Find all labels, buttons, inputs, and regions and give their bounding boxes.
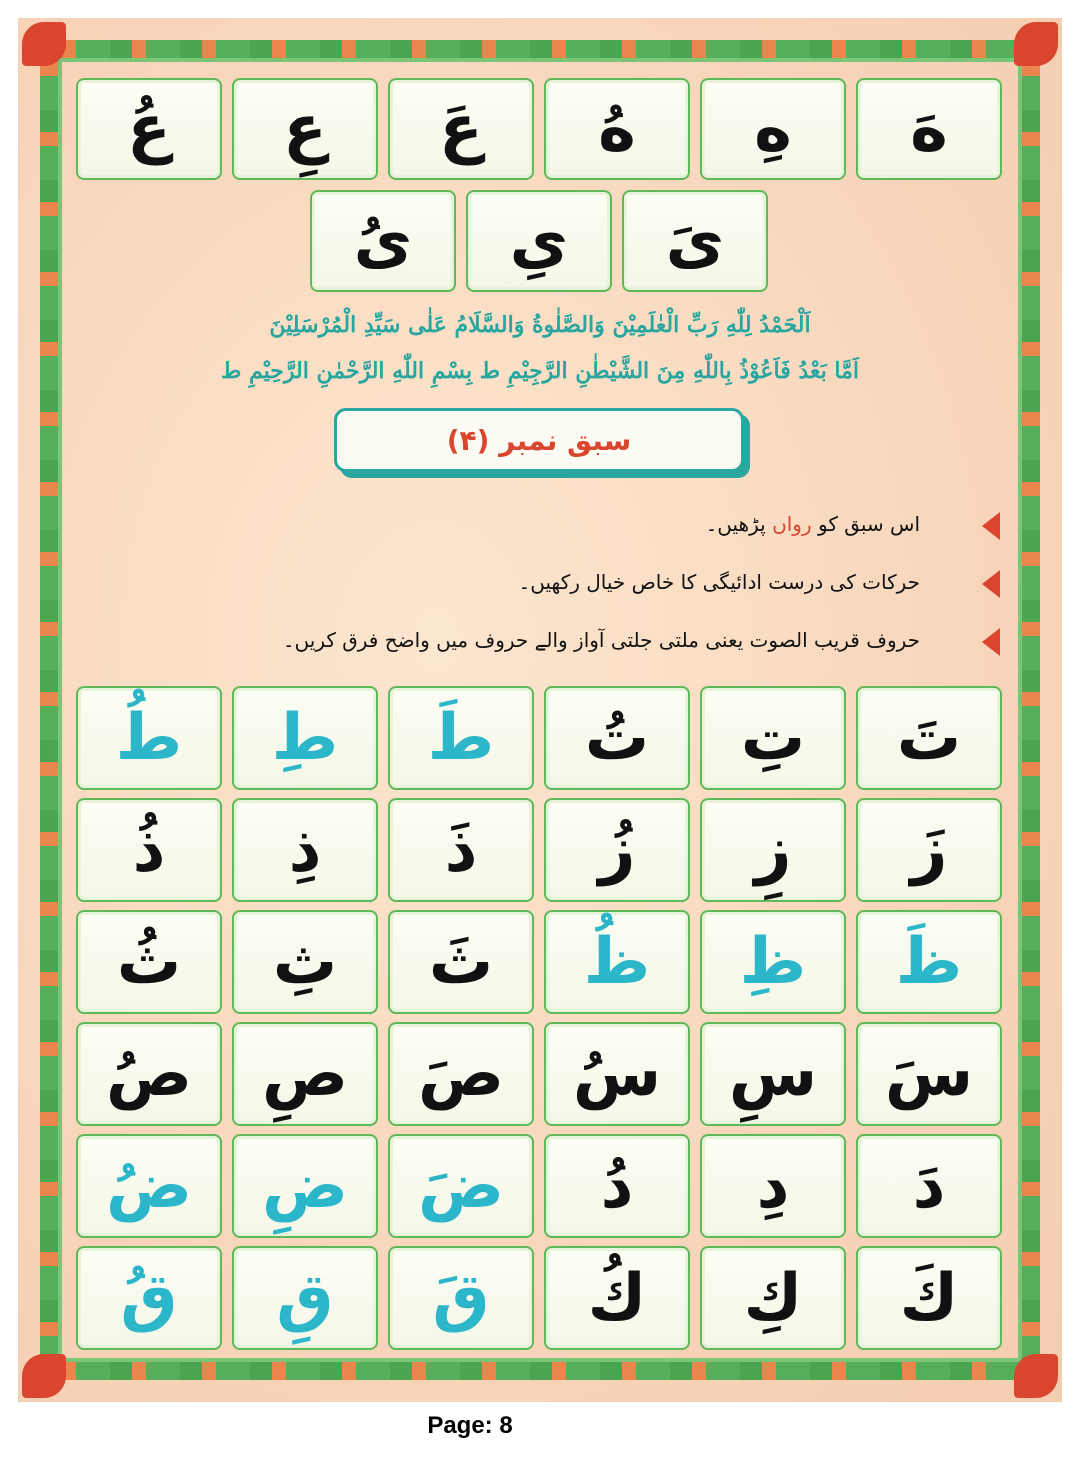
instruction-3: [283, 628, 920, 652]
letter-tile: ضُ: [76, 1134, 222, 1238]
letter-tile: دُ: [544, 1134, 690, 1238]
letter-tile: سُ: [544, 1022, 690, 1126]
letter-tile: عُ: [76, 78, 222, 180]
letter-tile: قِ: [232, 1246, 378, 1350]
letter-tile: ذِ: [232, 798, 378, 902]
letter-tile: صُ: [76, 1022, 222, 1126]
letter-tile: هَ: [856, 78, 1002, 180]
letter-tile: عِ: [232, 78, 378, 180]
instruction-2: [519, 570, 920, 594]
letter-tile: قَ: [388, 1246, 534, 1350]
letter-tile: عَ: [388, 78, 534, 180]
letter-tile: ضَ: [388, 1134, 534, 1238]
letter-tile: طَ: [388, 686, 534, 790]
instruction-1: [706, 512, 920, 536]
letter-tile: هُ: [544, 78, 690, 180]
letter-tile: ذُ: [76, 798, 222, 902]
letter-tile: ظُ: [544, 910, 690, 1014]
letter-tile: هِ: [700, 78, 846, 180]
letter-tile: ظَ: [856, 910, 1002, 1014]
letter-tile: زَ: [856, 798, 1002, 902]
letter-tile: دَ: [856, 1134, 1002, 1238]
letter-tile: صَ: [388, 1022, 534, 1126]
instruction-1-highlight: رواں: [772, 512, 812, 536]
letter-tile: زِ: [700, 798, 846, 902]
letter-tile: ضِ: [232, 1134, 378, 1238]
page-number: Page: 8: [427, 1412, 513, 1439]
letter-tile: طُ: [76, 686, 222, 790]
letter-tile: زُ: [544, 798, 690, 902]
bullet-arrow-icon: [982, 570, 1000, 598]
letter-tile: قُ: [76, 1246, 222, 1350]
letter-tile: طِ: [232, 686, 378, 790]
letter-tile: سَ: [856, 1022, 1002, 1126]
letter-tile: كَ: [856, 1246, 1002, 1350]
lesson-title: سبق نمبر (۴): [446, 423, 632, 457]
instruction-1-after: پڑھیں۔: [705, 512, 773, 536]
corner-ornament-top-right: [1014, 22, 1058, 66]
letter-tile: كُ: [544, 1246, 690, 1350]
letter-tile: سِ: [700, 1022, 846, 1126]
lesson-title-box: [334, 408, 744, 472]
letter-tile: ثَ: [388, 910, 534, 1014]
bullet-arrow-icon: [982, 628, 1000, 656]
letter-tile: تَ: [856, 686, 1002, 790]
letter-tile: ىُ: [310, 190, 456, 292]
letter-tile: ظِ: [700, 910, 846, 1014]
letter-tile: كِ: [700, 1246, 846, 1350]
letter-tile: صِ: [232, 1022, 378, 1126]
corner-ornament-bottom-right: [1014, 1354, 1058, 1398]
letter-tile: تِ: [700, 686, 846, 790]
bullet-arrow-icon: [982, 512, 1000, 540]
letter-tile: ىِ: [466, 190, 612, 292]
letter-tile: دِ: [700, 1134, 846, 1238]
letter-tile: ثِ: [232, 910, 378, 1014]
instruction-2-text: حرکات کی درست ادائیگی کا خاص خیال رکھیں۔: [518, 570, 920, 594]
instruction-1-before: اس سبق کو: [811, 512, 920, 536]
letter-tile: ذَ: [388, 798, 534, 902]
corner-ornament-top-left: [22, 22, 66, 66]
dua-line-1: اَلْحَمْدُ لِلّٰهِ رَبِّ الْعٰلَمِيْنَ وَالصَّلٰوةُ وَالسَّلَامُ عَلٰى سَيِّدِ الْمُرْسَلِيْنَ: [269, 312, 811, 338]
dua-line-2: اَمَّا بَعْدُ فَاَعُوْذُ بِاللّٰهِ مِنَ الشَّيْطٰنِ الرَّجِيْمِ ط بِسْمِ اللّٰهِ الرَّحْمٰنِ الرَّحِيْمِ ط: [221, 358, 859, 384]
instruction-3-text: حروف قریب الصوت یعنی ملتی جلتی آواز والے حروف میں واضح فرق کریں۔: [282, 628, 920, 652]
letter-tile: ثُ: [76, 910, 222, 1014]
letter-tile: تُ: [544, 686, 690, 790]
corner-ornament-bottom-left: [22, 1354, 66, 1398]
letter-tile: ىَ: [622, 190, 768, 292]
